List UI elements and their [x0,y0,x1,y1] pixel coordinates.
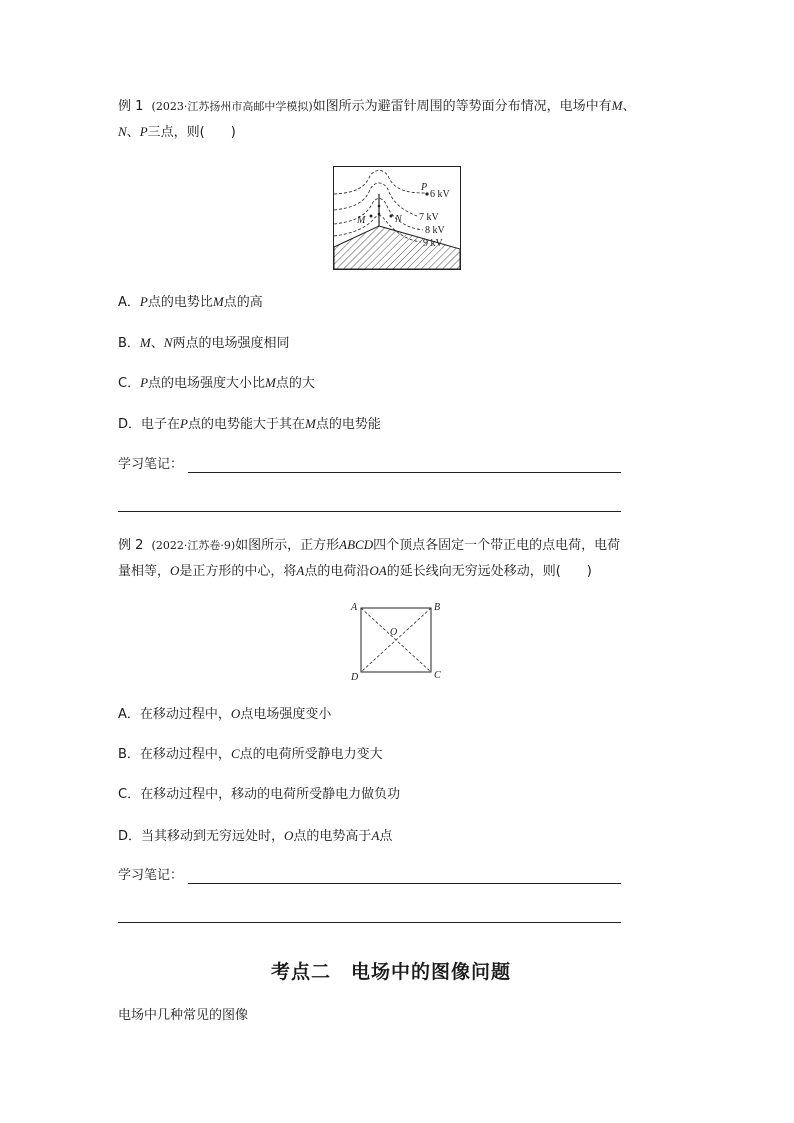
example1-stem-text: 如图所示为避雷针周围的等势面分布情况，电场中有 [312,99,612,114]
example1-notes-line-2[interactable] [118,511,621,512]
point-N-dot [390,215,393,218]
example2-source: (2022·江苏卷·9) [151,539,236,552]
label-6kv: 6 kV [430,189,450,200]
example2-notes-line-1[interactable] [188,883,621,884]
example1-question-line2 [118,122,236,143]
example1-question-line1 [118,96,636,117]
rod-dot-2 [378,213,381,216]
example2-option-d: D．当其移动到无穷远处时，O点的电势高于A点 [118,828,393,844]
label-M: M [357,215,366,226]
lightning-rod-equipotential-figure [333,166,461,270]
example1-label: 例 1 [118,99,144,114]
example2-question-line2: 量相等，O是正方形的中心，将A点的电荷沿OA的延长线向无穷远处移动，则( ) [118,563,592,579]
example2-notes-label: 学习笔记： [118,868,184,883]
vertex-B-label: B [434,602,441,613]
square-abcd-figure [345,599,445,685]
center-O-label: O [390,627,398,638]
example1-notes-line-1[interactable] [188,472,621,473]
vertex-A-label: A [351,602,358,613]
vertex-D-label: D [351,672,359,683]
example1-var-P: P [139,124,148,139]
example1-sep: 、 [622,99,636,114]
example1-option-c: C．P点的电场强度大小比M点的大 [118,375,315,391]
label-P: P [421,182,428,193]
label-9kv: 9 kV [423,238,443,249]
example1-option-b: B．M、N两点的电场强度相同 [118,335,290,351]
example1-sep2: 、 [126,125,140,140]
example1-source: (2023·江苏扬州市高邮中学模拟) [151,100,313,113]
example1-var-N: N [118,124,127,139]
example1-option-d: D．电子在P点的电势能大于其在M点的电势能 [118,416,381,432]
label-7kv: 7 kV [419,212,439,223]
label-N: N [395,214,402,225]
example1-option-a: A．P点的电势比M点的高 [118,294,263,310]
vertex-C-label: C [434,670,441,681]
section-heading: 考点二 电场中的图像问题 [271,961,512,983]
example2-option-c: C．在移动过程中，移动的电荷所受静电力做负功 [118,787,401,802]
rod-dot-1 [378,205,381,208]
example2-option-b: B．在移动过程中，C点的电荷所受静电力变大 [118,746,383,762]
example1-stem-end: 三点，则( ) [147,125,236,140]
section-subtitle: 电场中几种常见的图像 [118,1008,249,1023]
example2-option-a: A．在移动过程中，O点电场强度变小 [118,706,332,722]
example1-notes-label: 学习笔记： [118,457,184,472]
point-M-dot [370,215,373,218]
example2-notes-line-2[interactable] [118,922,621,923]
label-8kv: 8 kV [425,225,445,236]
example2-label: 例 2 [118,538,144,553]
example2-question-line1: 例 2 (2022·江苏卷·9)如图所示，正方形ABCD四个顶点各固定一个带正电的点电荷，电荷 [118,537,621,553]
example1-var-M: M [611,98,623,113]
